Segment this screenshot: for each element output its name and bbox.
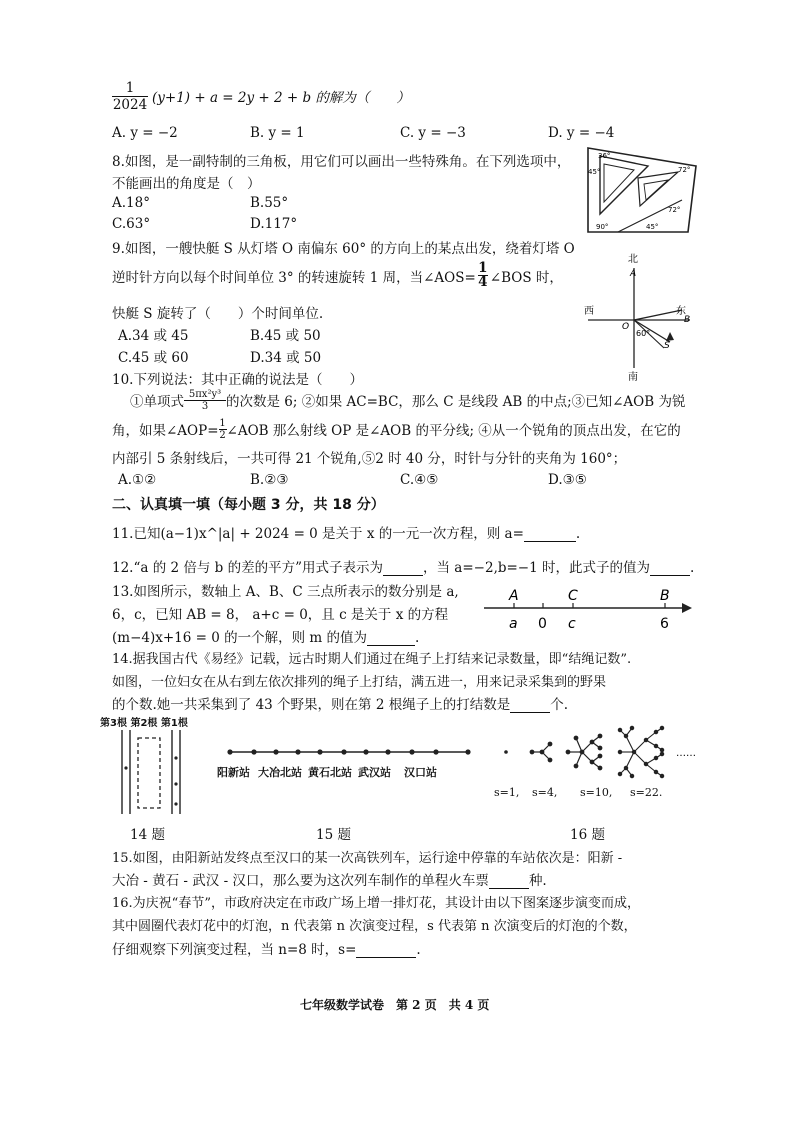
q8-line2: 不能画出的角度是（ ） bbox=[112, 176, 261, 192]
figure16-ellipsis: …… bbox=[676, 748, 696, 759]
q9-option-d: D.34 或 50 bbox=[250, 350, 322, 366]
figure16-label: s=1, bbox=[494, 786, 520, 799]
q8-label-72-top: 72° bbox=[678, 166, 691, 174]
q12-value-blank[interactable] bbox=[650, 563, 690, 576]
q15-line2: 大冶 - 黄石 - 武汉 - 汉口，那么要为这次列车制作的单程火车票 种. bbox=[112, 873, 547, 889]
figure14-header: 第3根 第2根 第1根 bbox=[100, 718, 188, 729]
q11-answer-blank[interactable] bbox=[524, 529, 576, 542]
q10-option-b: B.②③ bbox=[250, 472, 289, 488]
q10-line3: 角，如果∠AOP= 1 2 ∠AOB 那么射线 OP 是∠AOB 的平分线; ④从一个锐角的顶点出发，在它的 bbox=[112, 417, 681, 441]
q13-line2: 6，c，已知 AB = 8， a+c = 0，且 c 是关于 x 的方程 bbox=[112, 607, 449, 623]
q9-option-c: C.45 或 60 bbox=[118, 350, 189, 366]
station-label: 汉口站 bbox=[404, 766, 437, 779]
stage-2 bbox=[530, 742, 552, 762]
q8-option-c: C.63° bbox=[112, 216, 151, 232]
q15-answer-blank[interactable] bbox=[489, 876, 529, 889]
axis-top-c: C bbox=[568, 588, 578, 604]
q9-label-a: A bbox=[630, 269, 637, 279]
q10-half: 1 2 bbox=[219, 417, 226, 441]
q14-line1: 14.据我国古代《易经》记载，远古时期人们通过在绳子上打结来记录数量，即“结绳记数”. bbox=[112, 652, 632, 667]
q9-line1: 9.如图，一艘快艇 S 从灯塔 O 南偏东 60° 的方向上的某点出发，绕着灯塔 O bbox=[112, 241, 575, 257]
q16-line1: 16.为庆祝“春节”，市政府决定在市政广场上增一排灯花，其设计由以下图案逐步演变而成， bbox=[112, 896, 640, 911]
q7-fraction: 1 2024 bbox=[112, 79, 148, 113]
q10-monomial: 5πx²y³ 3 bbox=[184, 389, 226, 412]
q8-label-45-top: 45° bbox=[588, 168, 601, 176]
q10-line1: 10.下列说法：其中正确的说法是（ ） bbox=[112, 372, 363, 388]
caption-14: 14 题 bbox=[130, 827, 165, 843]
q13-number-line bbox=[480, 584, 696, 634]
q9-north: 北 bbox=[628, 254, 638, 265]
q14-answer-blank[interactable] bbox=[510, 700, 550, 713]
q8-triangle-figure bbox=[578, 142, 706, 238]
axis-bottom-6: 6 bbox=[660, 616, 669, 632]
q10-line2: ①单项式 5πx²y³ 3 的次数是 6; ②如果 AC=BC，那么 C 是线段 AB 的中点;③已知∠AOB 为锐 bbox=[130, 388, 686, 412]
stage-4 bbox=[618, 726, 663, 777]
q7-option-c: C. y = −3 bbox=[400, 125, 466, 141]
axis-bottom-0: 0 bbox=[538, 616, 547, 632]
q13-line3: (m−4)x+16 = 0 的一个解，则 m 的值为 . bbox=[112, 630, 420, 646]
axis-bottom-c: c bbox=[568, 616, 576, 632]
page-footer: 七年级数学试卷 第 2 页 共 4 页 bbox=[300, 998, 490, 1012]
figure15-stations bbox=[224, 742, 474, 762]
station-label: 武汉站 bbox=[358, 766, 391, 779]
q9-label-b: B bbox=[684, 315, 691, 325]
q12: 12.“a 的 2 倍与 b 的差的平方”用式子表示为 ，当 a=−2,b=−1 时，此式子的值为 . bbox=[112, 560, 695, 576]
q8-label-90: 90° bbox=[596, 223, 609, 231]
q8-label-72-bottom: 72° bbox=[668, 206, 681, 214]
stage-3 bbox=[566, 734, 602, 770]
q8-label-45-bottom: 45° bbox=[646, 223, 659, 231]
q9-angle: 60° bbox=[636, 329, 651, 338]
q10-option-d: D.③⑤ bbox=[548, 472, 587, 488]
figure16-bulbs bbox=[496, 722, 706, 782]
caption-16: 16 题 bbox=[570, 827, 605, 843]
q10-option-a: A.①② bbox=[118, 472, 157, 488]
q9-compass-figure bbox=[582, 250, 696, 382]
q12-expression-blank[interactable] bbox=[383, 563, 423, 576]
q9-label-o: O bbox=[622, 322, 630, 332]
q7-option-d: D. y = −4 bbox=[548, 125, 615, 141]
q7-option-a: A. y = −2 bbox=[112, 125, 178, 141]
q10-line4: 内部引 5 条射线后，一共可得 21 个锐角,⑤2 时 40 分，时针与分针的夹角为 160°； bbox=[112, 451, 627, 467]
q8-option-a: A.18° bbox=[112, 195, 150, 211]
caption-15: 15 题 bbox=[316, 827, 351, 843]
q9-option-b: B.45 或 50 bbox=[250, 328, 321, 344]
station-label: 黄石北站 bbox=[308, 766, 352, 779]
q8-line1: 8.如图，是一副特制的三角板，用它们可以画出一些特殊角。在下列选项中， bbox=[112, 154, 571, 170]
q9-east: 东 bbox=[676, 306, 686, 317]
q14-line2: 如图，一位妇女在从右到左依次排列的绳子上打结，满五进一，用来记录采集到的野果 bbox=[112, 675, 607, 690]
q16-line3: 仔细观察下列演变过程，当 n=8 时，s= . bbox=[112, 942, 421, 958]
q8-option-d: D.117° bbox=[250, 216, 298, 232]
q9-line3: 快艇 S 旋转了（ ）个时间单位. bbox=[112, 306, 324, 322]
q8-label-36: 36° bbox=[598, 152, 611, 160]
q9-option-a: A.34 或 45 bbox=[118, 328, 189, 344]
figure16-label: s=10, bbox=[580, 786, 613, 799]
station-label: 阳新站 bbox=[217, 766, 250, 779]
q9-fraction: 1 4 bbox=[478, 260, 488, 290]
q10-option-c: C.④⑤ bbox=[400, 472, 439, 488]
q7-equation: 1 2024 (y+1) + a = 2y + 2 + b 的解为（ ） bbox=[112, 79, 410, 113]
figure16-label: s=22. bbox=[630, 786, 663, 799]
axis-bottom-a: a bbox=[509, 616, 518, 632]
station-label: 大冶北站 bbox=[258, 766, 302, 779]
q9-south: 南 bbox=[628, 372, 638, 382]
q7-option-b: B. y = 1 bbox=[250, 125, 305, 141]
q14-line3: 的个数.她一共采集到了 43 个野果，则在第 2 根绳子上的打结数是 个. bbox=[112, 697, 569, 713]
q15-line1: 15.如图，由阳新站发终点至汉口的某一次高铁列车，运行途中停靠的车站依次是：阳新 - bbox=[112, 851, 623, 866]
q9-label-s: S bbox=[664, 341, 670, 351]
axis-top-b: B bbox=[660, 588, 670, 604]
q16-answer-blank[interactable] bbox=[356, 945, 416, 958]
q16-line2: 其中圆圈代表灯花中的灯泡，n 代表第 n 次演变过程，s 代表第 n 次演变后的灯泡的个数， bbox=[112, 919, 637, 934]
figure16-label: s=4, bbox=[532, 786, 558, 799]
q13-line1: 13.如图所示，数轴上 A、B、C 三点所表示的数分别是 a, bbox=[112, 584, 459, 600]
q11: 11.已知(a−1)x^|a| + 2024 = 0 是关于 x 的一元一次方程，则 a= . bbox=[112, 526, 581, 542]
figure14-rope bbox=[104, 728, 204, 816]
q8-option-b: B.55° bbox=[250, 195, 289, 211]
q13-answer-blank[interactable] bbox=[367, 633, 415, 646]
section-title: 二、认真填一填（每小题 3 分，共 18 分） bbox=[112, 497, 385, 513]
q9-west: 西 bbox=[584, 306, 594, 317]
axis-top-a: A bbox=[509, 588, 519, 604]
q9-line2: 逆时针方向以每个时间单位 3° 的转速旋转 1 周，当∠AOS= 1 4 ∠BOS 时， bbox=[112, 260, 563, 290]
